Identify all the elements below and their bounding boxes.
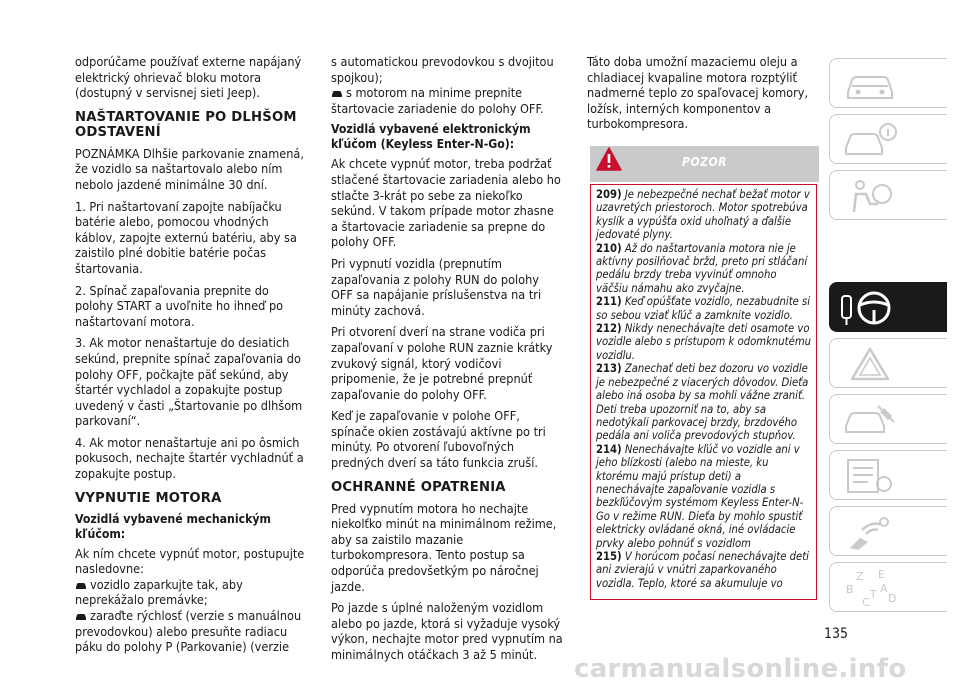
step-1: 1. Pri naštartovaní zapojte nabíjačku batérie alebo, pomocou vhodných káblov, zapojte externú batériu, aby sa zaistilo plné dobitie batérie počas štartovania. [75,198,297,276]
bullet-item [331,85,563,116]
warning-number: 209) [596,188,622,201]
warning-number: 213) [596,362,622,376]
chapter-tab-emergency[interactable] [829,338,947,388]
car-bullet-icon [331,89,343,98]
warning-text: Keď opúšťate vozidlo, nezabudnite si so sebou vziať kľúč a zamknite vozidlo. [596,295,811,322]
warning-box [590,184,817,600]
warning-text: Zanechať deti bez dozoru vo vozidle je nebezpečné z viacerých dôvodov. Dieťa alebo iná osoba by sa mohli vážne zraniť. Deti treba upozorniť na to, aby sa nedotýkali parkovacej brzdy, brzdového pedála ani voliča prevodových stupňov. [596,362,809,443]
page-number: 135 [824,626,849,642]
warning-item [596,242,811,296]
index-letter: D [888,592,897,605]
subheading-mechanical-key: Vozidlá vybavené mechanickým kľúčom: [75,511,271,541]
paragraph-intro: odporúčame používať externe napájaný elektrický ohrievač bloku motora (dostupný v servisnej sieti Jeep). [75,54,302,101]
column-right [587,54,819,138]
paragraph-mech-intro: Ak ním chcete vypnúť motor, postupujte nasledovne: [75,545,305,577]
warning-item [596,295,811,322]
multimedia-icon [840,512,900,552]
car-maintenance-icon [840,400,900,440]
warning-number: 214) [596,442,622,456]
warning-number: 212) [596,322,622,336]
paragraph-intro-right: Táto doba umožní mazaciemu oleju a chladiacej kvapaline motora rozptýliť nadmerné teplo zo spaľovacej komory, ložísk, interných komponentov a turbokompresora. [587,54,809,132]
warning-header [590,146,819,182]
warning-item [596,188,811,242]
step-3: 3. Ak motor nenaštartuje do desiatich sekúnd, prepnite spínač zapaľovania do polohy OFF, počkajte päť sekúnd, aby štartér vychladol a zopakujte postup uvedený v časti „Štartovanie po dlhšom parkovaní“. [75,335,303,429]
chapter-tab-safety[interactable] [829,170,947,220]
paragraph-keyless-2: Pri vypnutí vozidla (prepnutím zapaľovania z polohy RUN do polohy OFF sa napájanie príslušenstva na tri minúty zachová. [331,255,542,318]
paragraph-note: POZNÁMKA Dlhšie parkovanie znamená, že vozidlo sa naštartovalo alebo ním nebolo jazdené minimálne 30 dní. [75,145,304,192]
warning-text: Nikdy nenechávajte deti osamote vo vozidle alebo s prístupom k odomknutému vozidlu. [596,322,811,362]
step-2: 2. Spínač zapaľovania prepnite do polohy START a uvoľnite ho ihneď po naštartovaní motora. [75,282,284,329]
warning-number: 211) [596,295,622,309]
car-bullet-icon [75,581,87,590]
technical-data-icon [840,456,900,496]
car-info-icon [840,120,900,160]
car-dashboard-icon [840,64,900,104]
car-bullet-icon [75,612,87,621]
paragraph-keyless-4: Keď je zapaľovanie v polohe OFF, spínače okien zostávajú aktívne po tri minúty. Po otvorení ľubovoľných predných dverí sa táto funkcia zruší. [331,408,546,471]
chapter-tab-starting-driving[interactable] [829,282,947,332]
bullet-item [75,608,307,655]
index-letter: T [870,588,877,601]
chapter-tab-dashboard[interactable] [829,58,947,108]
index-letter: A [880,582,888,595]
bullet-text: vozidlo zaparkujte tak, aby neprekážalo premávke; [75,576,243,608]
key-steering-wheel-icon [840,288,900,328]
warning-item [596,550,811,590]
warning-item [596,443,811,550]
chapter-tab-vehicle-info[interactable] [829,114,947,164]
index-letter: C [862,596,870,608]
subheading-keyless: Vozidlá vybavené elektronickým kľúčom (Keyless Enter-N-Go): [331,122,531,152]
watermark-text: carmanualsonline.info [574,654,907,684]
column-middle [331,54,563,669]
chapter-tab-multimedia[interactable] [829,506,947,556]
chapter-tab-index[interactable] [829,562,947,612]
index-letters-icon [840,568,900,608]
heading-precautions: OCHRANNÉ OPATRENIA [331,479,506,495]
warning-triangle-icon [840,344,900,384]
heading-engine-stop: VYPNUTIE MOTORA [75,490,222,506]
bullet-text: zaraďte rýchlosť (verzie s manuálnou prevodovkou) alebo presuňte radiacu páku do polohy P (Parkovanie) (verzie [75,608,302,655]
index-letter: E [878,568,885,581]
column-left [75,54,307,655]
paragraph-keyless-1: Ak chcete vypnúť motor, treba podržať stlačené štartovacie zariadenia alebo ho stlačte 3-krát po sebe za niekoľko sekúnd. V takom prípade motor zhasne a štartovacie zariadenie sa prepne do polohy OFF. [331,156,561,250]
bullet-text: s motorom na minime prepnite štartovacie zariadenie do polohy OFF. [331,85,544,116]
step-4: 4. Ak motor nenaštartuje ani po ôsmich pokusoch, nechajte štartér vychladnúť a zopakujte postup. [75,434,304,482]
index-letter: B [846,583,854,596]
warning-item [596,362,811,442]
warning-text: Je nebezpečné nechať bežať motor v uzavretých priestoroch. Motor spotrebúva kyslík a vypúšťa oxid uhoľnatý a ďalšie jedovaté plyny. [596,188,810,242]
chapter-tab-technical-data[interactable] [829,450,947,500]
warning-text: Až do naštartovania motora nie je aktívny posilňovač bržd, preto pri stláčaní pedálu brzdy treba vyvinúť omnoho väčšiu námahu ako zvyčajne. [596,241,808,295]
airbag-safety-icon [840,176,900,216]
chapter-tab-maintenance[interactable] [829,394,947,444]
warning-number: 210) [596,241,622,255]
paragraph-continued: s automatickou prevodovkou s dvojitou spojkou); [331,54,554,85]
paragraph-precaution-2: Po jazde s úplné naloženým vozidlom alebo po jazde, ktorá si vyžaduje vysoký výkon, nechajte motor pred vypnutím na minimálnych otáčkach 3 až 5 minút. [331,600,563,662]
warning-item [596,322,811,362]
index-letter: Z [856,570,864,583]
heading-start-after-storage: NAŠTARTOVANIE PO DLHŠOM ODSTAVENÍ [75,109,297,140]
bullet-item [75,577,307,608]
warning-text: Nenechávajte kľúč vo vozidle ani v jeho blízkosti (alebo na mieste, ku ktorému majú prístup deti) a nenechávajte zapaľovanie vozidla s bezkľúčovým systémom Keyless Enter-N-Go v režime RUN. Dieťa by mohlo spustiť elektricky ovládané okná, iné ovládacie prvky alebo pohnúť s vozidlom [596,442,804,550]
paragraph-precaution-1: Pred vypnutím motora ho nechajte niekolťko minút na minimálnom režime, aby sa zaistilo mazanie turbokompresora. Tento postup sa odporúča predovšetkým po náročnej jazde. [331,500,557,594]
warning-number: 215) [596,549,622,563]
warning-title: POZOR [682,155,727,169]
warning-text: V horúcom počasí nenechávajte deti ani zvierajú v vnútri zaparkovaného vozidla. Teplo, ktoré sa akumuluje vo [596,549,809,590]
paragraph-keyless-3: Pri otvorení dverí na strane vodiča pri zapaľovaní v polohe RUN zaznie krátky zvukový signál, ktorý vodičovi pripomenie, že je potrebné prepnúť zapaľovanie do polohy OFF. [331,324,553,402]
